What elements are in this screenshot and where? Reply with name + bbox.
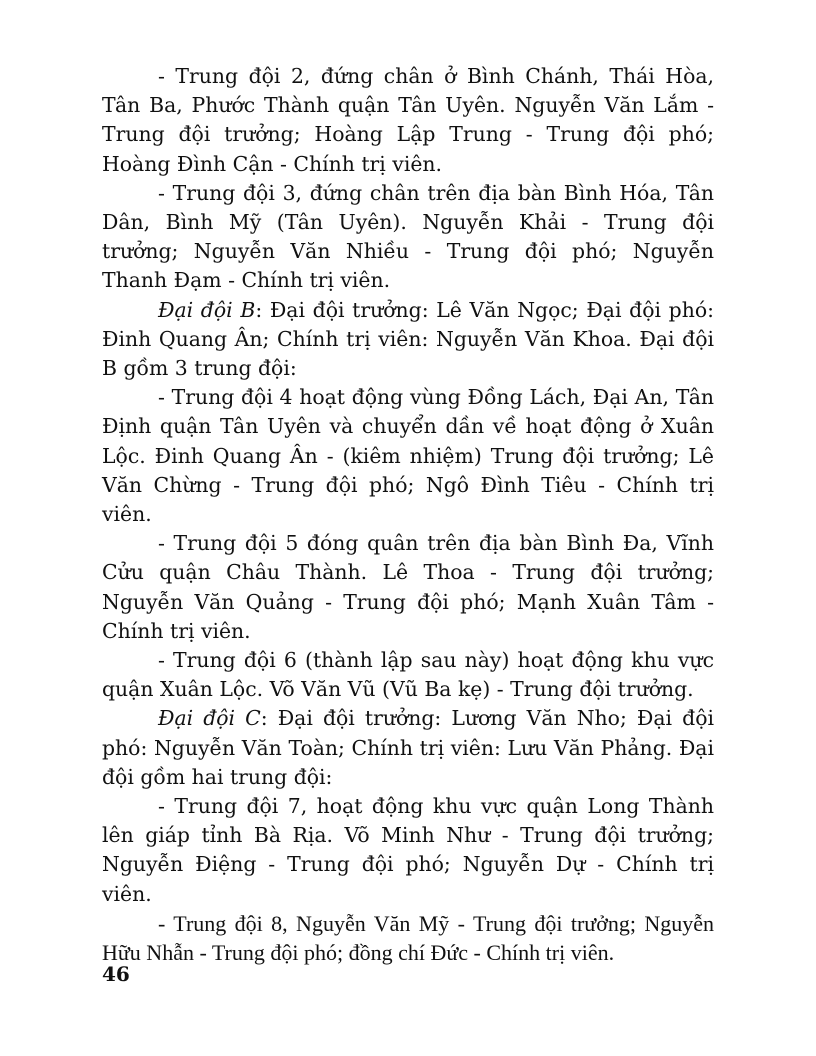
paragraph-trung-doi-5: - Trung đội 5 đóng quân trên địa bàn Bình Đa, Vĩnh Cửu quận Châu Thành. Lê Thoa - Trung đội trưởng; Nguyễn Văn Quảng - Trung đội phó; Mạnh Xuân Tâm - Chính trị viên. [102, 531, 714, 643]
paragraph-trung-doi-2: - Trung đội 2, đứng chân ở Bình Chánh, Thái Hòa, Tân Ba, Phước Thành quận Tân Uyên. Nguyễn Văn Lắm - Trung đội trưởng; Hoàng Lập Trung - Trung đội phó; Hoàng Đình Cận - Chính trị viên. [102, 64, 714, 176]
dai-doi-b-text: : Đại đội trưởng: Lê Văn Ngọc; Đại đội phó: Đinh Quang Ân; Chính trị viên: Nguyễn Văn Khoa. Đại đội B gồm 3 trung đội: [102, 297, 714, 381]
paragraph-trung-doi-8: - Trung đội 8, Nguyễn Văn Mỹ - Trung đội trưởng; Nguyễn Hữu Nhẫn - Trung đội phó; đồng chí Đức - Chính trị viên. [102, 910, 714, 966]
paragraph-dai-doi-b [102, 296, 714, 384]
dai-doi-c-heading: Đại đội C [158, 706, 261, 731]
paragraph-trung-doi-4: - Trung đội 4 hoạt động vùng Đồng Lách, Đại An, Tân Định quận Tân Uyên và chuyển dần về hoạt động ở Xuân Lộc. Đinh Quang Ân - (kiêm nhiệm) Trung đội trưởng; Lê Văn Chừng - Trung đội phó; Ngô Đình Tiêu - Chính trị viên. [102, 385, 714, 527]
paragraph-trung-doi-3: - Trung đội 3, đứng chân trên địa bàn Bình Hóa, Tân Dân, Bình Mỹ (Tân Uyên). Nguyễn Khải - Trung đội trưởng; Nguyễn Văn Nhiều - Trung đội phó; Nguyễn Thanh Đạm - Chính trị viên. [102, 180, 714, 293]
paragraph-trung-doi-7: - Trung đội 7, hoạt động khu vực quận Long Thành lên giáp tỉnh Bà Rịa. Võ Minh Như - Trung đội trưởng; Nguyễn Điệng - Trung đội phó; Nguyễn Dự - Chính trị viên. [102, 794, 714, 906]
dai-doi-c-text: : Đại đội trưởng: Lương Văn Nho; Đại đội phó: Nguyễn Văn Toàn; Chính trị viên: Lưu Văn Phảng. Đại đội gồm hai trung đội: [102, 706, 714, 789]
dai-doi-b-heading: Đại đội B [158, 297, 256, 322]
page-body [102, 62, 714, 967]
paragraph-trung-doi-6: - Trung đội 6 (thành lập sau này) hoạt động khu vực quận Xuân Lộc. Võ Văn Vũ (Vũ Ba kẹ) - Trung đội trưởng. [102, 648, 714, 702]
paragraph-dai-doi-c [102, 704, 714, 792]
page-number: 46 [102, 962, 130, 986]
